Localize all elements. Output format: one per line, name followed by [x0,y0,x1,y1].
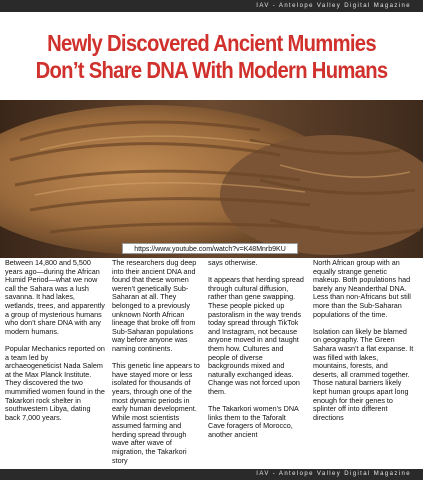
paragraph: This genetic line appears to have stayed more or less isolated for thousands of years, through one of the most dynamic periods in early human development. While most scientists assumed farming and herding spread through wave after wave of migration, the Takarkori story [112,361,200,465]
column-1 [5,259,105,431]
paragraph: Isolation can likely be blamed on geography. The Green Sahara wasn’t a flat expanse. It was filled with lakes, mountains, forests, and deserts, all crammed together. Those natural barriers likely kept human groups apart long enough for their genes to splinter off into different directions [313,326,414,422]
paragraph: North African group with an equally strange genetic makeup. Both populations had barely any Neanderthal DNA. Less than non-Africans but still more than the Sub-Saharan populations of the time. [313,258,411,319]
paragraph: Between 14,800 and 5,500 years ago—during the African Humid Period—what we now call the Sahara was a lush savanna. It had lakes, wetlands, trees, and apparently a group of mysterious humans who don’t share DNA with any modern humans. [5,258,105,336]
mummy-photo [0,100,423,258]
column-3 [208,259,304,448]
mummy-illustration [0,100,423,258]
headline-line-1: Newly Discovered Ancient Mummies [47,30,376,56]
column-4 [313,259,415,431]
bottom-banner: IAV - Antelope Valley Digital Magazine [0,469,423,480]
headline-line-2: Don’t Share DNA With Modern Humans [35,57,388,83]
paragraph: says otherwise. [208,258,258,267]
paragraph: The Takarkori women’s DNA links them to the Taforalt Cave foragers of Morocco, another ancient [208,404,299,439]
headline [25,30,397,84]
paragraph: It appears that herding spread through cultural diffusion, rather than gene swapping. These people picked up pastoralism in the way trends today spread through TikTok and Instagram, not because anyone moved in and taught them how. Cultures and people of diverse backgrounds mixed and naturally exchanged ideas. Change was not forced upon them. [208,275,304,396]
column-2 [112,259,200,474]
video-url-caption[interactable]: https://www.youtube.com/watch?v=K48Mnrb9KU [122,243,298,254]
paragraph: The researchers dug deep into their ancient DNA and found that these women weren’t genetically Sub-Saharan at all. They belonged to a previously unknown North African lineage that broke off from Sub-Saharan populations way before anyone was naming continents. [112,258,197,353]
top-banner: IAV - Antelope Valley Digital Magazine [0,0,423,12]
paragraph: Popular Mechanics reported on a team led by archaeogeneticist Nada Salem at the Max Planck Institute. They discovered the two mummified women found in the Takarkori rock shelter in southwestern Libya, dating back 7,000 years. [5,343,105,422]
